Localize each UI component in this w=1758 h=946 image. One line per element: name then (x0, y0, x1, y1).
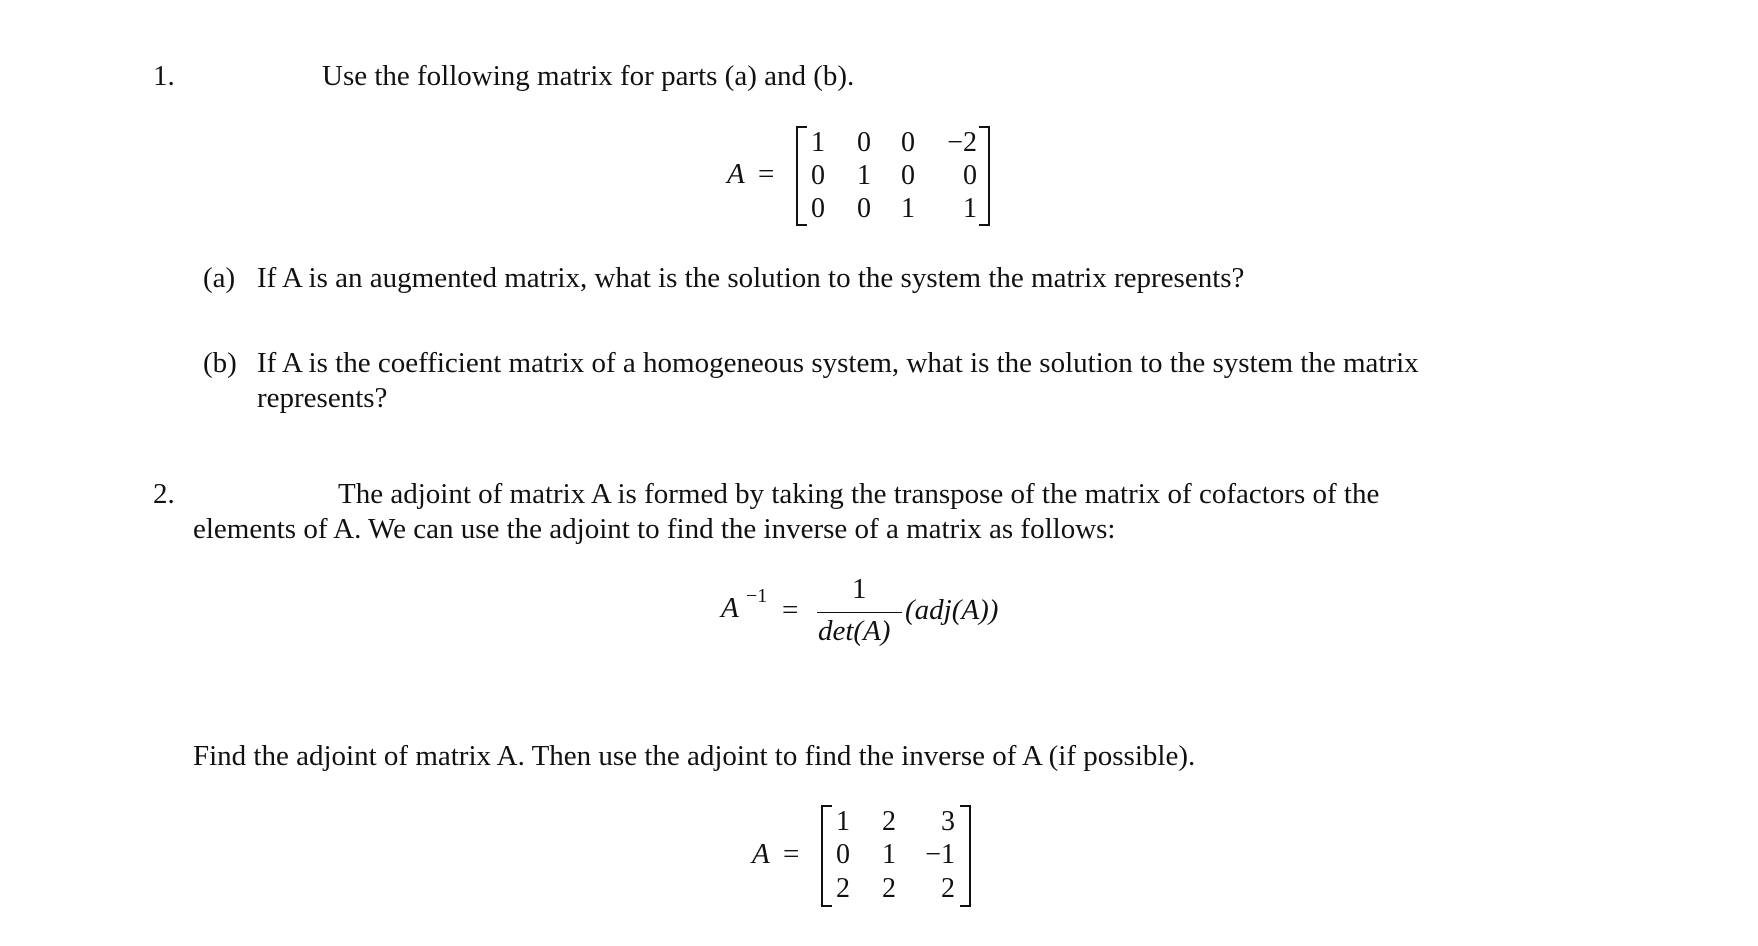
left-bracket (796, 126, 807, 226)
q1-cell-r2c1: 0 (811, 160, 825, 191)
formula-lhs: A (721, 592, 739, 624)
q2-task: Find the adjoint of matrix A. Then use the adjoint to find the inverse of A (if possible). (193, 740, 1196, 772)
q1-cell-r2c2: 1 (857, 160, 871, 191)
q1-intro: Use the following matrix for parts (a) and (b). (322, 60, 855, 92)
q2-cell-r1c3: 3 (941, 806, 955, 837)
q2-intro-line1: The adjoint of matrix A is formed by taking the transpose of the matrix of cofactors of the (338, 478, 1380, 510)
formula-denominator: det(A) (818, 615, 891, 647)
q1-number: 1. (153, 60, 175, 92)
q1-part-b-line2: represents? (257, 382, 388, 414)
q2-cell-r1c1: 1 (836, 806, 850, 837)
q2-cell-r3c3: 2 (941, 873, 955, 904)
formula-lhs-sup: −1 (746, 585, 768, 607)
q1-part-b-label: (b) (203, 347, 237, 379)
q1-cell-r3c4: 1 (963, 193, 977, 224)
q2-number: 2. (153, 478, 175, 510)
formula-rhs: (adj(A)) (905, 594, 999, 626)
q1-matrix-equals: = (758, 158, 775, 190)
q1-cell-r1c1: 1 (811, 127, 825, 158)
right-bracket (960, 805, 971, 907)
q2-cell-r1c2: 2 (882, 806, 896, 837)
q2-cell-r2c1: 0 (836, 839, 850, 870)
q2-cell-r3c2: 2 (882, 873, 896, 904)
fraction-bar (817, 612, 902, 613)
q2-matrix-equals: = (783, 838, 800, 870)
q2-matrix (821, 805, 971, 907)
q1-cell-r3c3: 1 (901, 193, 915, 224)
q1-cell-r2c3: 0 (901, 160, 915, 191)
q2-cell-r3c1: 2 (836, 873, 850, 904)
q1-part-a-text: If A is an augmented matrix, what is the solution to the system the matrix represents? (257, 262, 1245, 294)
q1-cell-r1c3: 0 (901, 127, 915, 158)
q2-intro-line2: elements of A. We can use the adjoint to find the inverse of a matrix as follows: (193, 513, 1116, 545)
q1-part-a-label: (a) (203, 262, 236, 294)
q1-cell-r3c1: 0 (811, 193, 825, 224)
q1-cell-r1c2: 0 (857, 127, 871, 158)
formula-numerator: 1 (852, 573, 867, 605)
q1-cell-r2c4: 0 (963, 160, 977, 191)
q1-part-b-line1: If A is the coefficient matrix of a homogeneous system, what is the solution to the system the matrix (257, 347, 1419, 379)
q1-cell-r3c2: 0 (857, 193, 871, 224)
formula-equals: = (782, 594, 799, 626)
q1-matrix (796, 126, 990, 226)
right-bracket (979, 126, 990, 226)
q2-cell-r2c2: 1 (882, 839, 896, 870)
q1-cell-r1c4: −2 (947, 127, 977, 158)
q1-matrix-label: A (727, 158, 745, 190)
left-bracket (821, 805, 832, 907)
q2-cell-r2c3: −1 (925, 839, 955, 870)
q2-matrix-label: A (752, 838, 770, 870)
